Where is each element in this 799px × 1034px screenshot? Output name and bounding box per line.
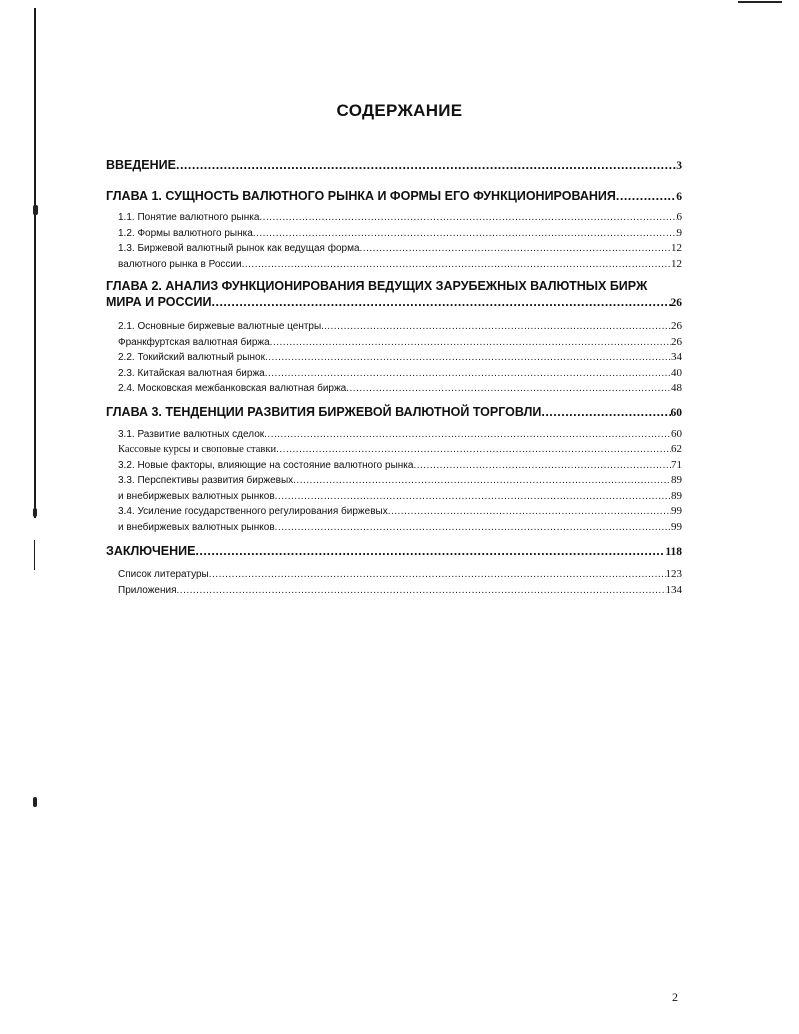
toc-leader (270, 336, 671, 351)
toc-entry-label: ГЛАВА 3. ТЕНДЕНЦИИ РАЗВИТИЯ БИРЖЕВОЙ ВАЛЮТНОЙ ТОРГОВЛИ (106, 404, 542, 419)
toc-subentry[interactable] (106, 427, 682, 443)
toc-entry-chapter-2[interactable] (106, 278, 682, 311)
toc-subentry[interactable] (106, 583, 682, 599)
toc-leader (259, 211, 676, 226)
toc-page-number: 89 (671, 489, 682, 502)
toc-entry-intro[interactable] (106, 158, 682, 172)
toc-entry-label: 1.1. Понятие валютного рынка (118, 212, 260, 223)
toc-leader (324, 320, 671, 335)
toc-entry-label: валютного рынка в России (118, 258, 242, 270)
toc-entry-label: 1.3. Биржевой валютный рынок как ведущая форма (118, 243, 360, 254)
toc-page-number: 118 (665, 546, 682, 558)
toc-subentry[interactable] (106, 350, 682, 366)
toc-entry-label: 2.4. Московская межбанковская валютная биржа (118, 383, 347, 394)
toc-subentry[interactable] (106, 210, 682, 226)
toc-entry-label: и внебиржевых валютных рынков (118, 490, 275, 502)
toc-page-number: 12 (671, 242, 682, 254)
toc-page-number: 26 (671, 335, 682, 348)
toc-leader (541, 405, 670, 419)
toc-page-number: 89 (671, 474, 682, 486)
toc-entry-label: 3.1. Развитие валютных сделок (118, 428, 265, 440)
toc-subentry[interactable] (106, 241, 682, 257)
hole-punch-mark (33, 797, 37, 807)
toc-entry-label: 2.2. Токийский валютный рынок (118, 352, 265, 363)
toc-subentry[interactable] (106, 520, 682, 536)
toc-leader (388, 505, 671, 520)
toc-leader (264, 428, 671, 443)
binding-edge-line (34, 8, 36, 518)
toc-leader (177, 584, 666, 599)
binding-edge-line-lower (34, 540, 35, 570)
toc-entry-label: ЗАКЛЮЧЕНИЕ (106, 544, 196, 558)
toc-entry-label: Кассовые курсы и свопoвые ставки (118, 444, 277, 455)
toc-page-number: 40 (671, 366, 682, 379)
toc-entry-label: и внебиржевых валютных рынков (118, 521, 275, 533)
toc-leader (253, 227, 677, 242)
toc-leader (413, 459, 671, 474)
toc-page-number: 123 (665, 568, 682, 580)
toc-entry-label-line-2: МИРА И РОССИИ (106, 295, 212, 309)
toc-entry-label: 3.2. Новые факторы, влияющие на состояние валютного рынка (118, 459, 414, 471)
toc-entry-label: Приложения (118, 584, 177, 596)
toc-entry-label: 1.2. Формы валютного рынка (118, 227, 253, 239)
toc-leader (276, 443, 671, 458)
table-of-contents (106, 158, 682, 598)
toc-subentry[interactable] (106, 319, 682, 335)
toc-entry-label: 2.1. Основные биржевые валютные центры. (118, 321, 324, 332)
toc-page-number: 26 (671, 320, 682, 332)
toc-leader (275, 521, 671, 536)
toc-page-number: 60 (670, 406, 682, 419)
toc-page-number: 12 (671, 257, 682, 270)
toc-entry-label: ВВЕДЕНИЕ (106, 158, 176, 172)
toc-subentry[interactable] (106, 366, 682, 382)
toc-leader (176, 158, 676, 172)
toc-subentry[interactable] (106, 489, 682, 505)
toc-entry-label: ГЛАВА 1. СУЩНОСТЬ ВАЛЮТНОГО РЫНКА И ФОРМЫ ЕГО ФУНКЦИОНИРОВАНИЯ (106, 189, 616, 203)
scan-mark-top (738, 1, 782, 3)
toc-page-number: 99 (671, 505, 682, 517)
toc-page-number: 6 (676, 191, 682, 203)
toc-subentry[interactable] (106, 442, 682, 458)
toc-leader (209, 568, 666, 583)
toc-page-number: 71 (671, 458, 682, 471)
toc-leader (195, 544, 665, 558)
toc-subentry[interactable] (106, 473, 682, 489)
toc-page-number: 48 (671, 382, 682, 394)
toc-leader (275, 490, 671, 505)
toc-subentry[interactable] (106, 257, 682, 273)
toc-page-number: 6 (676, 211, 682, 223)
toc-page-number: 134 (665, 583, 682, 596)
toc-subentry[interactable] (106, 504, 682, 520)
toc-leader (360, 242, 671, 257)
page-title: СОДЕРЖАНИЕ (336, 101, 463, 121)
toc-subentry[interactable] (106, 458, 682, 474)
toc-entry-label: 3.3. Перспективы развития биржевых (118, 475, 294, 486)
toc-leader (265, 351, 671, 366)
toc-page-number: 34 (671, 351, 682, 363)
toc-page-number: 60 (671, 427, 682, 440)
toc-entry-label: 2.3. Китайская валютная биржа (118, 367, 265, 379)
toc-entry-label-line-1: ГЛАВА 2. АНАЛИЗ ФУНКЦИОНИРОВАНИЯ ВЕДУЩИХ ЗАРУБЕЖНЫХ ВАЛЮТНЫХ БИРЖ (106, 279, 648, 293)
toc-page-number: 3 (676, 160, 682, 172)
toc-entry-label: Франкфуртская валютная биржа (118, 336, 270, 348)
toc-subentry[interactable] (106, 381, 682, 397)
toc-page-number: 62 (671, 443, 682, 455)
toc-page-number: 99 (671, 520, 682, 533)
toc-entry-label: Список литературы (118, 569, 209, 580)
toc-subentry[interactable] (106, 567, 682, 583)
toc-page-number: 26 (670, 297, 682, 309)
toc-leader (242, 258, 671, 273)
toc-subentry[interactable] (106, 335, 682, 351)
hole-punch-mark (33, 508, 37, 517)
toc-leader (293, 474, 671, 489)
toc-leader (346, 382, 671, 397)
toc-subentry[interactable] (106, 226, 682, 242)
toc-leader (616, 189, 676, 203)
toc-leader (265, 367, 671, 382)
hole-punch-mark (33, 205, 38, 215)
toc-leader (212, 294, 671, 310)
toc-entry-chapter-1[interactable] (106, 189, 682, 203)
toc-entry-chapter-3[interactable] (106, 405, 682, 419)
toc-entry-conclusion[interactable] (106, 544, 682, 558)
page-number: 2 (672, 990, 678, 1004)
toc-page-number: 9 (676, 226, 682, 239)
toc-entry-label: 3.4. Усиление государственного регулирования биржевых (118, 506, 388, 517)
